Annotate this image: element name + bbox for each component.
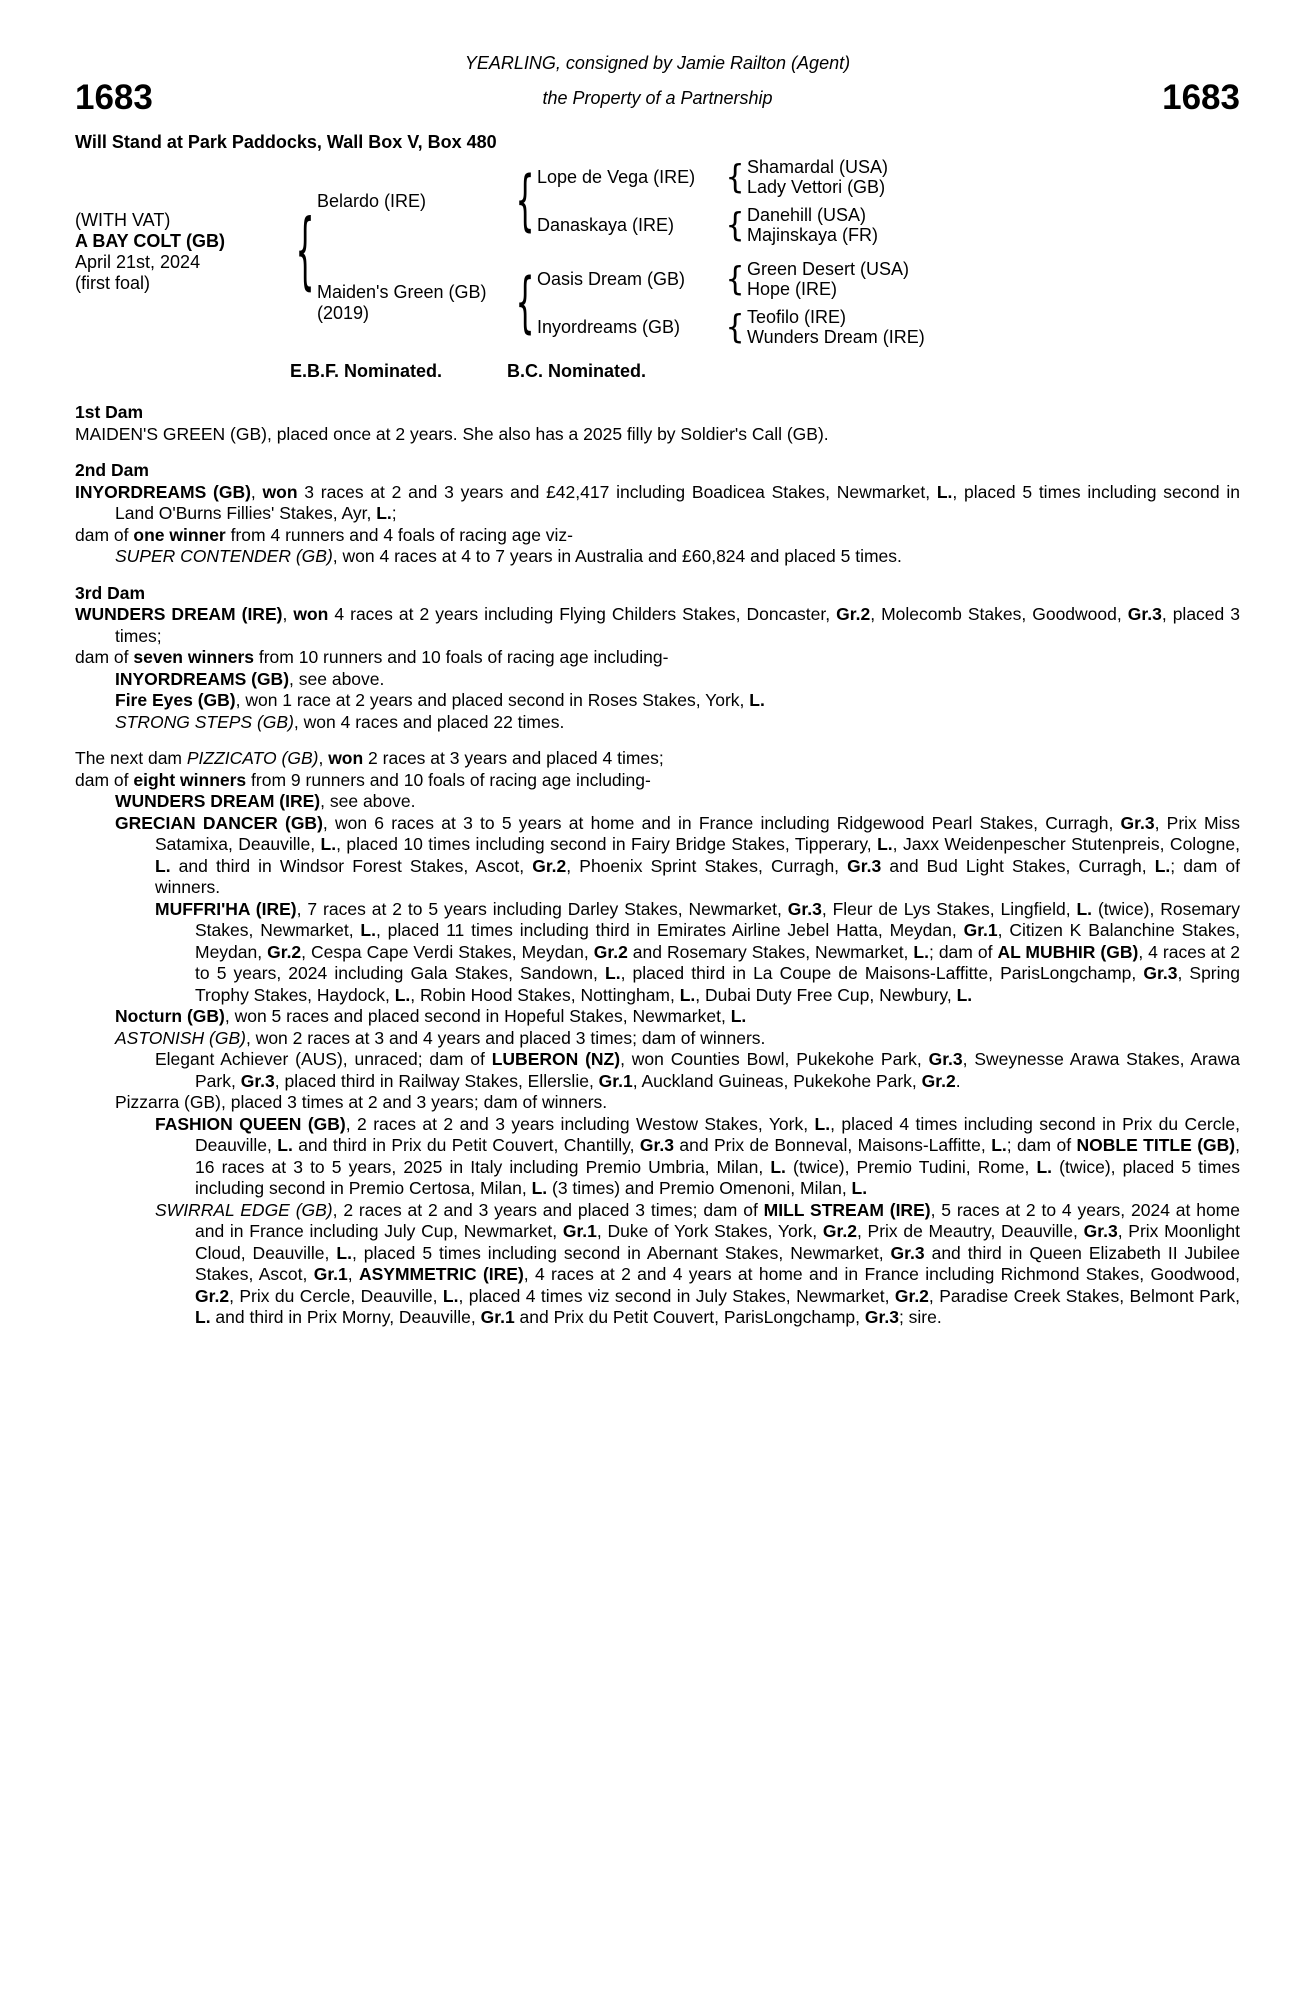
text-run: Gr.1 xyxy=(963,920,998,940)
text-run: L. xyxy=(1036,1156,1053,1177)
text-run: won xyxy=(293,604,329,624)
text-run: Gr.3 xyxy=(1127,604,1162,624)
text-run: , placed 4 times viz second in July Stakes, Newmarket, xyxy=(458,1285,895,1306)
text-run: Gr.2 xyxy=(894,1285,929,1306)
text-run: Gr.1 xyxy=(313,1264,348,1284)
text-run: L. xyxy=(913,941,929,962)
text-run: L. xyxy=(679,984,696,1005)
text-run: , Paradise Creek Stakes, Belmont Park, xyxy=(928,1285,1241,1306)
sire-name: Belardo (IRE) xyxy=(317,190,427,211)
text-run: and Prix du Petit Couvert, ParisLongchamp, xyxy=(514,1307,865,1327)
text-run: WUNDERS DREAM (IRE) xyxy=(75,604,283,624)
vat-line: (WITH VAT) xyxy=(75,210,171,230)
sire-dam-branch xyxy=(537,205,888,245)
pedigree-paragraph xyxy=(75,770,1240,792)
pedigree-brace-dam-sire xyxy=(723,262,747,297)
text-run: , Jaxx Weidenpescher Stutenpreis, Cologne, xyxy=(892,834,1240,854)
pedigree-text xyxy=(75,402,1240,1329)
subject-name: A BAY COLT (GB) xyxy=(75,231,226,251)
dam-dam-parents xyxy=(747,307,925,347)
text-run: (twice), Rosemary Stakes, Newmarket, xyxy=(195,898,1240,940)
lot-number-left: 1683 xyxy=(75,78,153,117)
text-run: FASHION QUEEN (GB) xyxy=(155,1113,346,1134)
text-run: Gr.3 xyxy=(864,1307,899,1327)
dam-year: (2019) xyxy=(317,303,370,323)
pedigree-chart xyxy=(75,157,1240,347)
great-grandparent-name: Danehill (USA) xyxy=(747,205,867,225)
text-run: . xyxy=(955,1070,961,1091)
text-run: L. xyxy=(320,834,337,854)
text-run: INYORDREAMS (GB) xyxy=(115,668,290,689)
text-run: MILL STREAM (IRE) xyxy=(763,1199,931,1220)
text-run: Gr.2 xyxy=(593,941,628,962)
text-run: , see above. xyxy=(320,791,416,811)
text-run: , Fleur de Lys Stakes, Lingfield, xyxy=(821,898,1077,919)
text-run: Gr.3 xyxy=(890,1242,925,1263)
text-run: L. xyxy=(442,1285,459,1306)
text-run: , Prix Miss Satamixa, Deauville, xyxy=(155,812,1240,854)
text-run: L. xyxy=(1076,898,1093,919)
text-run: Gr.2 xyxy=(822,1221,857,1241)
sire-branch xyxy=(317,157,925,245)
text-run: , won 2 races at 3 and 4 years and placed 3 times; dam of winners. xyxy=(245,1027,766,1048)
pedigree-paragraph xyxy=(75,1200,1240,1329)
text-run: L. xyxy=(749,690,765,710)
text-run: L. xyxy=(394,984,411,1005)
text-run: L. xyxy=(730,1006,747,1026)
text-run: , xyxy=(347,1264,359,1284)
dam-branch xyxy=(317,259,925,347)
text-run: Gr.3 xyxy=(787,898,822,919)
pedigree-paragraph xyxy=(75,1114,1240,1200)
text-run: and Prix de Bonneval, Maisons-Laffitte, xyxy=(673,1135,992,1155)
text-run: Fire Eyes (GB) xyxy=(115,690,236,710)
pedigree-paragraph xyxy=(75,1092,1240,1114)
sire-dam-name: Danaskaya (IRE) xyxy=(537,215,675,235)
text-run: ; dam of xyxy=(1006,1135,1077,1155)
text-run: , xyxy=(282,604,294,624)
text-run: L. xyxy=(936,481,953,502)
sire-sire-parents xyxy=(747,157,888,197)
text-run: (twice), Premio Tudini, Rome, xyxy=(785,1156,1037,1177)
pedigree-paragraph xyxy=(75,748,1240,770)
text-run: dam of xyxy=(75,769,134,790)
text-run: NOBLE TITLE (GB) xyxy=(1076,1135,1236,1155)
text-run: and third in Windsor Forest Stakes, Ascot, xyxy=(170,855,533,876)
text-run: Gr.3 xyxy=(1143,963,1178,983)
text-run: , Duke of York Stakes, York, xyxy=(596,1221,823,1241)
text-run: , won 5 races and placed second in Hopeful Stakes, Newmarket, xyxy=(224,1006,731,1026)
pedigree-paragraph xyxy=(75,1028,1240,1050)
text-run: ; sire. xyxy=(898,1307,942,1327)
text-run: L. xyxy=(991,1135,1007,1155)
dam-grandparents xyxy=(537,259,925,347)
text-run: INYORDREAMS (GB) xyxy=(75,481,251,502)
text-run: won xyxy=(328,748,364,768)
text-run: , placed 5 times including second in Abernant Stakes, Newmarket, xyxy=(351,1242,891,1263)
text-run: seven winners xyxy=(133,647,254,667)
text-run: Gr.3 xyxy=(639,1135,674,1155)
text-run: 4 races at 2 years including Flying Childers Stakes, Doncaster, xyxy=(328,604,837,624)
section-heading-3rd-dam: 3rd Dam xyxy=(75,582,146,603)
text-run: , Citizen K Balanchine Stakes, Meydan, xyxy=(195,920,1240,962)
text-run: L. xyxy=(770,1156,786,1177)
text-run: The next dam xyxy=(75,748,187,768)
pedigree-paragraph xyxy=(75,424,1240,446)
text-run: , 2 races at 2 and 3 years including Westow Stakes, York, xyxy=(345,1113,815,1134)
consignor-line: YEARLING, consigned by Jamie Railton (Agent) xyxy=(464,53,851,73)
text-run: MAIDEN'S GREEN (GB), placed once at 2 years. She also has a 2025 filly by Soldier's Call (GB). xyxy=(75,423,829,444)
text-run: Gr.1 xyxy=(598,1070,633,1091)
text-run: L. xyxy=(1154,855,1171,876)
text-run: L. xyxy=(851,1178,868,1198)
text-run: SWIRRAL EDGE (GB) xyxy=(155,1199,333,1220)
text-run: , placed third in Railway Stakes, Ellerslie, xyxy=(274,1070,599,1091)
text-run: , 5 races at 2 to 4 years, 2024 at home and in France including July Cup, Newmarket, xyxy=(195,1199,1240,1241)
subject-foaled-date: April 21st, 2024 xyxy=(75,252,201,272)
pedigree-paragraph xyxy=(75,712,1240,734)
dam-dam-branch xyxy=(537,307,925,347)
stand-location-line: Will Stand at Park Paddocks, Wall Box V, Box 480 xyxy=(75,132,497,152)
pedigree-brace-root xyxy=(293,235,317,270)
dam-name: Maiden's Green (GB) xyxy=(317,282,487,302)
text-run: SUPER CONTENDER (GB) xyxy=(115,546,333,566)
pedigree-brace-sire-sire xyxy=(723,160,747,195)
text-run: Pizzarra (GB), placed 3 times at 2 and 3 years; dam of winners. xyxy=(115,1092,608,1112)
text-run: , Prix Moonlight Cloud, Deauville, xyxy=(195,1221,1241,1263)
text-run: L. xyxy=(277,1135,293,1155)
pedigree-brace-dam-dam xyxy=(723,310,747,345)
text-run: Gr.2 xyxy=(836,604,871,624)
text-run: , Auckland Guineas, Pukekohe Park, xyxy=(632,1070,922,1091)
text-run: , won 4 races at 4 to 7 years in Australia and £60,824 and placed 5 times. xyxy=(332,546,902,566)
text-run: Elegant Achiever (AUS), unraced; dam of xyxy=(155,1049,492,1069)
dam-sire-parents xyxy=(747,259,909,299)
text-run: , Cespa Cape Verdi Stakes, Meydan, xyxy=(301,941,594,962)
pedigree-paragraph xyxy=(75,899,1240,1007)
sire-sire-branch xyxy=(537,157,888,197)
text-run: Gr.3 xyxy=(1120,812,1155,833)
property-line: the Property of a Partnership xyxy=(542,88,773,108)
pedigree-paragraph xyxy=(75,647,1240,669)
text-run: PIZZICATO (GB) xyxy=(186,748,319,768)
text-run: STRONG STEPS (GB) xyxy=(115,711,294,732)
lot-row xyxy=(75,78,1240,124)
pedigree-brace-dam xyxy=(513,286,537,321)
text-run: , won 1 race at 2 years and placed second in Roses Stakes, York, xyxy=(235,690,750,710)
text-run: Gr.1 xyxy=(480,1307,515,1327)
text-run: AL MUBHIR (GB) xyxy=(997,941,1139,962)
text-run: Gr.2 xyxy=(195,1285,230,1306)
text-run: , Spring Trophy Stakes, Haydock, xyxy=(195,963,1240,1005)
text-run: eight winners xyxy=(133,769,247,790)
text-run: and third in Queen Elizabeth II Jubilee Stakes, Ascot, xyxy=(195,1242,1240,1284)
text-run: and third in Prix Morny, Deauville, xyxy=(210,1307,481,1327)
pedigree-paragraph xyxy=(75,791,1240,813)
nominations-row xyxy=(290,361,1240,382)
text-run: L. xyxy=(195,1307,211,1327)
pedigree-tree xyxy=(317,157,925,347)
text-run: (3 times) and Premio Omenoni, Milan, xyxy=(547,1178,852,1198)
text-run: L. xyxy=(336,1242,352,1263)
text-run: L. xyxy=(155,855,171,876)
text-run: GRECIAN DANCER (GB) xyxy=(115,812,323,833)
text-run: , 7 races at 2 to 5 years including Darley Stakes, Newmarket, xyxy=(296,898,788,919)
text-run: , placed 4 times including second in Prix du Cercle, Deauville, xyxy=(195,1113,1240,1155)
great-grandparent-name: Majinskaya (FR) xyxy=(747,225,879,245)
text-run: Gr.3 xyxy=(240,1070,275,1091)
pedigree-paragraph xyxy=(75,604,1240,647)
text-run: Gr.2 xyxy=(532,855,567,876)
text-run: L. xyxy=(531,1178,548,1198)
text-run: from 4 runners and 4 foals of racing age viz- xyxy=(225,524,574,545)
text-run: Gr.3 xyxy=(847,855,882,876)
great-grandparent-name: Shamardal (USA) xyxy=(747,157,889,177)
text-run: Nocturn (GB) xyxy=(115,1006,225,1026)
dam-dam-name: Inyordreams (GB) xyxy=(537,317,681,337)
text-run: , Prix de Meautry, Deauville, xyxy=(856,1221,1084,1241)
text-run: ASYMMETRIC (IRE) xyxy=(358,1264,524,1284)
text-run: , xyxy=(250,481,263,502)
text-run: dam of xyxy=(75,647,134,667)
dam-sire-branch xyxy=(537,259,925,299)
text-run: , 4 races at 2 to 5 years, 2024 including Gala Stakes, Sandown, xyxy=(195,941,1240,983)
pedigree-paragraph xyxy=(75,1049,1240,1092)
text-run: from 10 runners and 10 foals of racing age including- xyxy=(254,647,669,667)
text-run: , xyxy=(318,748,329,768)
dam-sire-name: Oasis Dream (GB) xyxy=(537,269,686,289)
page-header xyxy=(75,52,1240,153)
text-run: , see above. xyxy=(289,668,385,689)
text-run: from 9 runners and 10 foals of racing age including- xyxy=(246,769,651,790)
pedigree-paragraph xyxy=(75,813,1240,899)
text-run: ; dam of winners. xyxy=(155,855,1241,897)
dam-name-block xyxy=(317,282,513,324)
text-run: , 16 races at 3 to 5 years, 2025 in Italy including Premio Umbria, Milan, xyxy=(195,1135,1240,1177)
sire-grandparents xyxy=(537,157,888,245)
section-heading-2nd-dam: 2nd Dam xyxy=(75,460,149,480)
subject-block xyxy=(75,210,293,294)
section-heading-1st-dam: 1st Dam xyxy=(75,402,144,422)
text-run: , Phoenix Sprint Stakes, Curragh, xyxy=(566,855,848,876)
text-run: , Molecomb Stakes, Goodwood, xyxy=(870,604,1128,624)
ebf-nominated-label: E.B.F. Nominated. xyxy=(290,361,443,381)
text-run: and Bud Light Stakes, Curragh, xyxy=(881,855,1155,876)
sire-sire-name: Lope de Vega (IRE) xyxy=(537,167,696,187)
text-run: , Sweynesse Arawa Stakes, Arawa Park, xyxy=(195,1049,1240,1091)
pedigree-paragraph xyxy=(75,690,1240,712)
pedigree-brace-sire xyxy=(513,184,537,219)
text-run: Gr.1 xyxy=(562,1221,597,1241)
pedigree-brace-sire-dam xyxy=(723,208,747,243)
bc-nominated-label: B.C. Nominated. xyxy=(507,361,647,381)
text-run: 3 races at 2 and 3 years and £42,417 including Boadicea Stakes, Newmarket, xyxy=(297,481,937,502)
text-run: , Dubai Duty Free Cup, Newbury, xyxy=(695,984,957,1005)
subject-note: (first foal) xyxy=(75,273,151,293)
text-run: , placed 10 times including second in Fairy Bridge Stakes, Tipperary, xyxy=(336,834,878,854)
great-grandparent-name: Wunders Dream (IRE) xyxy=(747,327,925,347)
text-run: , won 6 races at 3 to 5 years at home and in France including Ridgewood Pearl Stakes, Curragh, xyxy=(322,812,1121,833)
text-run: , placed 3 times; xyxy=(115,604,1241,646)
text-run: L. xyxy=(956,984,973,1005)
great-grandparent-name: Lady Vettori (GB) xyxy=(747,177,886,197)
text-run: Gr.3 xyxy=(1083,1221,1118,1241)
text-run: , 4 races at 2 and 4 years at home and in France including Richmond Stakes, Goodwood, xyxy=(523,1264,1240,1284)
text-run: , won Counties Bowl, Pukekohe Park, xyxy=(620,1049,929,1069)
text-run: , placed 11 times including third in Emirates Airline Jebel Hatta, Meydan, xyxy=(375,920,964,940)
great-grandparent-name: Hope (IRE) xyxy=(747,279,838,299)
lot-number-right: 1683 xyxy=(1162,78,1240,117)
text-run: WUNDERS DREAM (IRE) xyxy=(115,791,321,811)
text-run: , placed 5 times including second in Land O'Burns Fillies' Stakes, Ayr, xyxy=(115,481,1241,523)
sire-dam-parents xyxy=(747,205,878,245)
text-run: MUFFRI'HA (IRE) xyxy=(155,898,297,919)
pedigree-paragraph xyxy=(75,1006,1240,1028)
text-run: L. xyxy=(360,920,376,940)
text-run: , Robin Hood Stakes, Nottingham, xyxy=(410,984,680,1005)
text-run: 2 races at 3 years and placed 4 times; xyxy=(363,748,664,768)
pedigree-paragraph xyxy=(75,669,1240,691)
text-run: , won 4 races and placed 22 times. xyxy=(293,711,565,732)
text-run: and third in Prix du Petit Couvert, Chantilly, xyxy=(292,1135,640,1155)
pedigree-paragraph xyxy=(75,482,1240,525)
great-grandparent-name: Teofilo (IRE) xyxy=(747,307,847,327)
text-run: , 2 races at 2 and 3 years and placed 3 times; dam of xyxy=(332,1199,764,1220)
text-run: ASTONISH (GB) xyxy=(115,1027,246,1048)
text-run: L. xyxy=(814,1113,831,1134)
text-run: , placed third in La Coupe de Maisons-Laffitte, ParisLongchamp, xyxy=(620,963,1144,983)
pedigree-paragraph xyxy=(75,525,1240,547)
text-run: Gr.2 xyxy=(921,1070,956,1091)
text-run: one winner xyxy=(133,524,226,545)
text-run: (twice), placed 5 times including second in Premio Certosa, Milan, xyxy=(195,1156,1240,1198)
text-run: won xyxy=(262,481,298,502)
text-run: ; dam of xyxy=(928,941,998,962)
text-run: and Rosemary Stakes, Newmarket, xyxy=(627,941,914,962)
pedigree-paragraph xyxy=(75,546,1240,568)
text-run: L. xyxy=(605,963,621,983)
great-grandparent-name: Green Desert (USA) xyxy=(747,259,910,279)
text-run: , Prix du Cercle, Deauville, xyxy=(229,1285,443,1306)
text-run: Gr.3 xyxy=(928,1049,963,1069)
text-run: Gr.2 xyxy=(267,941,302,962)
text-run: dam of xyxy=(75,524,134,545)
text-run: ; xyxy=(391,503,397,523)
text-run: L. xyxy=(877,834,893,854)
text-run: L. xyxy=(376,503,392,523)
text-run: LUBERON (NZ) xyxy=(491,1049,621,1069)
